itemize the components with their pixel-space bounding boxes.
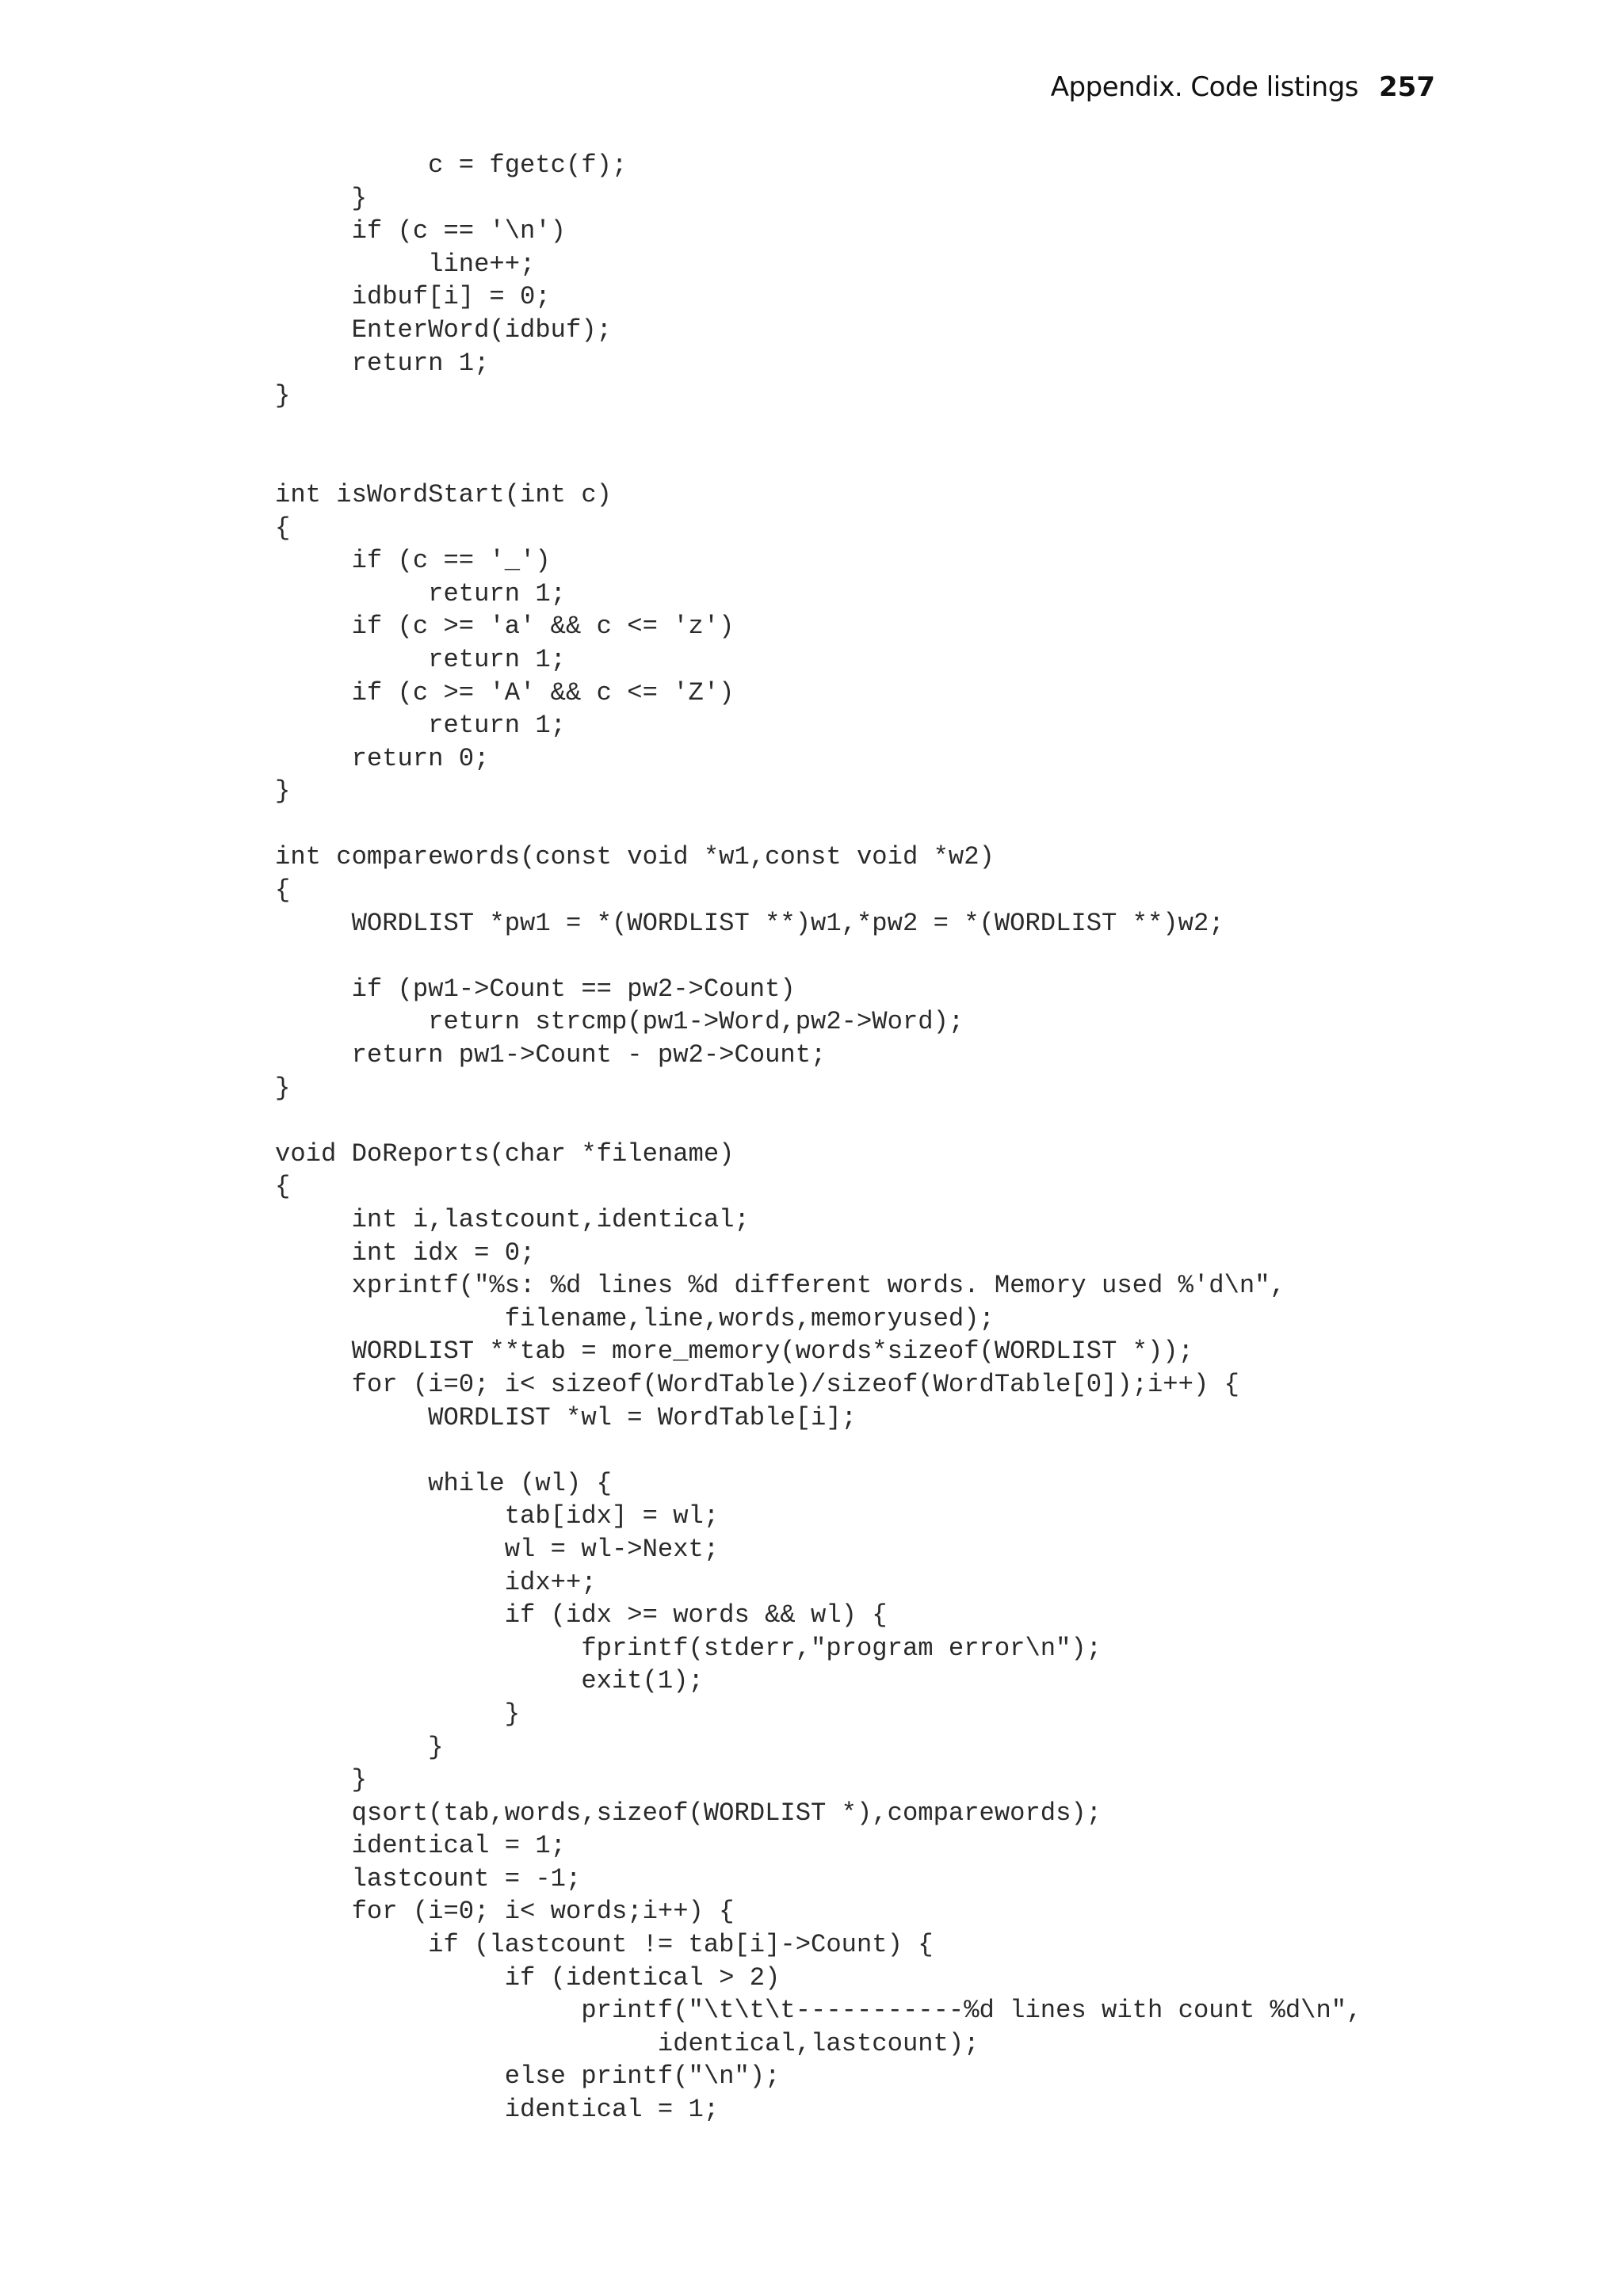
code-line: identical = 1; <box>275 2095 720 2125</box>
code-line: } <box>275 1699 521 1729</box>
code-line: } <box>275 1732 444 1762</box>
code-line: xprintf("%s: %d lines %d different words. Memory used %'d\n", <box>275 1271 1285 1301</box>
code-line: else printf("\n"); <box>275 2061 781 2092</box>
code-line: { <box>275 875 291 906</box>
code-line: return 0; <box>275 743 490 773</box>
code-line: if (pw1->Count == pw2->Count) <box>275 974 796 1004</box>
code-line: for (i=0; i< sizeof(WordTable)/sizeof(WordTable[0]);i++) { <box>275 1369 1239 1399</box>
code-line: c = fgetc(f); <box>275 151 628 180</box>
code-line: return pw1->Count - pw2->Count; <box>275 1040 827 1070</box>
code-line <box>275 413 1543 446</box>
code-line: return 1; <box>275 578 566 608</box>
code-line: { <box>275 513 291 543</box>
code-line: exit(1); <box>275 1666 704 1696</box>
code-line <box>275 1434 1543 1467</box>
code-line: } <box>275 1073 291 1103</box>
code-line: return 1; <box>275 644 566 674</box>
code-line: fprintf(stderr,"program error\n"); <box>275 1633 1102 1663</box>
code-line <box>275 445 1543 479</box>
code-line: EnterWord(idbuf); <box>275 315 612 345</box>
code-line: identical,lastcount); <box>275 2028 980 2058</box>
code-line: WORDLIST **tab = more_memory(words*sizeof(WORDLIST *)); <box>275 1337 1193 1367</box>
code-line: for (i=0; i< words;i++) { <box>275 1897 735 1927</box>
code-line: if (lastcount != tab[i]->Count) { <box>275 1930 934 1960</box>
code-line: tab[idx] = wl; <box>275 1501 720 1531</box>
code-line: line++; <box>275 249 536 279</box>
code-line: identical = 1; <box>275 1831 566 1861</box>
code-line: filename,line,words,memoryused); <box>275 1303 995 1333</box>
code-line: if (c >= 'A' && c <= 'Z') <box>275 677 735 707</box>
code-listing <box>275 149 1543 2126</box>
code-line: idx++; <box>275 1567 597 1597</box>
code-line: return 1; <box>275 348 490 378</box>
code-line: if (c == '\n') <box>275 216 566 246</box>
code-line <box>275 1104 1543 1138</box>
code-line: if (c == '_') <box>275 546 551 576</box>
code-line: } <box>275 1765 367 1795</box>
code-line: int i,lastcount,identical; <box>275 1205 750 1234</box>
code-line: WORDLIST *pw1 = *(WORDLIST **)w1,*pw2 = *(WORDLIST **)w2; <box>275 908 1224 938</box>
code-line: qsort(tab,words,sizeof(WORDLIST *),comparewords); <box>275 1798 1102 1828</box>
code-line: idbuf[i] = 0; <box>275 282 551 312</box>
code-line <box>275 940 1543 973</box>
code-line: if (c >= 'a' && c <= 'z') <box>275 612 735 642</box>
code-line: int idx = 0; <box>275 1238 536 1268</box>
page-number: 257 <box>1379 71 1435 103</box>
code-line: return strcmp(pw1->Word,pw2->Word); <box>275 1007 964 1037</box>
code-line: if (identical > 2) <box>275 1962 781 1993</box>
code-line: lastcount = -1; <box>275 1863 582 1894</box>
code-line: wl = wl->Next; <box>275 1534 720 1564</box>
code-line: printf("\t\t\t-----------%d lines with count %d\n", <box>275 1996 1362 2026</box>
code-line: if (idx >= words && wl) { <box>275 1600 888 1630</box>
section-title: Appendix. Code listings <box>1050 71 1359 103</box>
code-line: { <box>275 1172 291 1202</box>
code-line <box>275 808 1543 841</box>
code-line: int comparewords(const void *w1,const void *w2) <box>275 842 995 872</box>
code-line: } <box>275 183 367 213</box>
code-line: int isWordStart(int c) <box>275 479 612 509</box>
code-line: } <box>275 381 291 411</box>
code-line: } <box>275 776 291 807</box>
code-line: return 1; <box>275 711 566 741</box>
code-line: WORDLIST *wl = WordTable[i]; <box>275 1402 857 1432</box>
code-line: void DoReports(char *filename) <box>275 1138 735 1169</box>
running-header <box>1051 68 1435 106</box>
code-line: while (wl) { <box>275 1468 612 1498</box>
